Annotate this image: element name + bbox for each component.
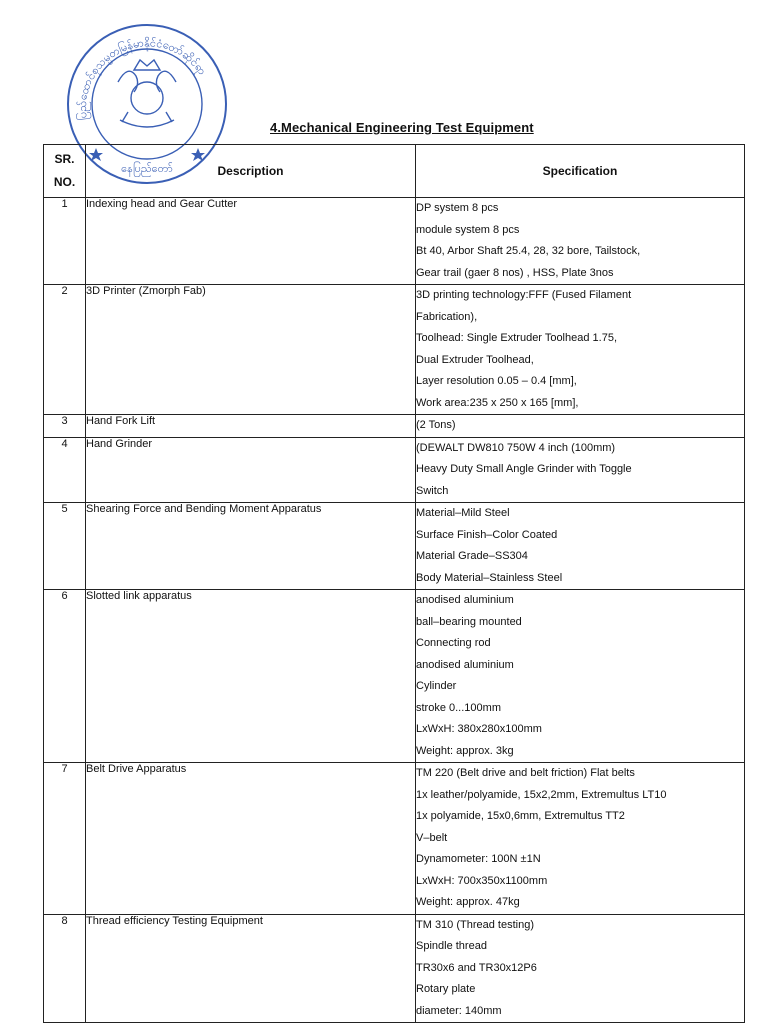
spec-line: LxWxH: 380x280x100mm [416, 723, 542, 735]
spec-line: V–belt [416, 831, 448, 844]
row-specification [416, 437, 745, 503]
row-sr-number: 5 [44, 503, 86, 590]
row-description: Shearing Force and Bending Moment Apparatus [86, 503, 416, 590]
row-sr-number: 7 [44, 763, 86, 915]
spec-line: Material Grade–SS304 [416, 550, 528, 562]
spec-line: (2 Tons) [416, 419, 456, 431]
row-sr-number: 6 [44, 590, 86, 763]
spec-line: Toolhead: Single Extruder Toolhead 1.75, [416, 332, 617, 344]
spec-line: Body Material–Stainless Steel [416, 571, 563, 584]
header-sr-no [44, 145, 86, 198]
spec-line: 3D printing technology:FFF (Fused Filament [416, 289, 632, 301]
spec-line: ball–bearing mounted [416, 615, 522, 628]
table-row [44, 415, 745, 438]
spec-line: Material–Mild Steel [416, 507, 510, 519]
spec-line: 1x polyamide, 15x0,6mm, Extremultus TT2 [416, 810, 625, 822]
spec-line: Bt 40, Arbor Shaft 25.4, 28, 32 bore, Tailstock, [416, 245, 641, 257]
spec-line: stroke 0...100mm [416, 701, 501, 714]
spec-line: Connecting rod [416, 637, 491, 649]
spec-line: Gear trail (gaer 8 nos) , HSS, Plate 3nos [416, 266, 614, 279]
row-description: Hand Fork Lift [86, 415, 416, 438]
spec-line: Spindle thread [416, 940, 487, 952]
spec-line: diameter: 140mm [416, 1004, 502, 1017]
spec-line: Rotary plate [416, 983, 476, 995]
spec-line: DP system 8 pcs [416, 202, 499, 214]
row-description: Hand Grinder [86, 437, 416, 503]
row-specification [416, 503, 745, 590]
table-row [44, 763, 745, 915]
table-row [44, 437, 745, 503]
spec-line: Switch [416, 484, 449, 497]
row-specification [416, 914, 745, 1023]
spec-line: Layer resolution 0.05 – 0.4 [mm], [416, 375, 577, 387]
header-description: Description [86, 145, 416, 198]
row-description: Indexing head and Gear Cutter [86, 198, 416, 285]
spec-line: Work area:235 x 250 x 165 [mm], [416, 396, 579, 409]
header-specification: Specification [416, 145, 745, 198]
table-header-row [44, 145, 745, 198]
equipment-table [43, 144, 745, 1023]
table-row [44, 914, 745, 1023]
spec-line: Dual Extruder Toolhead, [416, 353, 534, 366]
row-description: 3D Printer (Zmorph Fab) [86, 285, 416, 415]
spec-line: Surface Finish–Color Coated [416, 528, 558, 541]
table-row [44, 198, 745, 285]
spec-line: anodised aluminium [416, 594, 514, 606]
row-sr-number: 4 [44, 437, 86, 503]
table-row [44, 285, 745, 415]
spec-line: Fabrication), [416, 310, 478, 323]
header-sr-line2: NO. [53, 175, 76, 189]
spec-line: 1x leather/polyamide, 15x2,2mm, Extremultus LT10 [416, 788, 667, 801]
spec-line: Weight: approx. 3kg [416, 744, 514, 757]
row-description: Thread efficiency Testing Equipment [86, 914, 416, 1023]
row-specification [416, 763, 745, 915]
spec-line: Dynamometer: 100N ±1N [416, 853, 541, 865]
spec-line: Heavy Duty Small Angle Grinder with Toggle [416, 463, 632, 475]
page-title: 4.Mechanical Engineering Test Equipment [270, 120, 534, 135]
row-specification [416, 198, 745, 285]
row-sr-number: 2 [44, 285, 86, 415]
table-body [44, 198, 745, 1023]
spec-line: TM 310 (Thread testing) [416, 918, 534, 931]
row-specification [416, 285, 745, 415]
spec-line: TM 220 (Belt drive and belt friction) Flat belts [416, 767, 635, 779]
row-sr-number: 8 [44, 914, 86, 1023]
spec-line: anodised aluminium [416, 658, 514, 671]
spec-line: Cylinder [416, 680, 457, 692]
seal-ring-text: ပြည်ထောင်စုသမ္မတမြန်မာနိုင်ငံတော်ဆိုင်ရာ [75, 36, 209, 121]
row-specification [416, 590, 745, 763]
spec-line: LxWxH: 700x350x1100mm [416, 874, 548, 887]
table-row [44, 590, 745, 763]
header-sr-line1: SR. [54, 151, 75, 166]
table-row [44, 503, 745, 590]
row-sr-number: 3 [44, 415, 86, 438]
seal-emblem-icon [118, 60, 176, 127]
spec-line: (DEWALT DW810 750W 4 inch (100mm) [416, 441, 616, 454]
row-description: Belt Drive Apparatus [86, 763, 416, 915]
row-description: Slotted link apparatus [86, 590, 416, 763]
seal-bottom-text: နေပြည်တော် [121, 162, 173, 175]
row-sr-number: 1 [44, 198, 86, 285]
spec-line: module system 8 pcs [416, 223, 520, 236]
row-specification [416, 415, 745, 438]
spec-line: Weight: approx. 47kg [416, 896, 520, 908]
spec-line: TR30x6 and TR30x12P6 [416, 961, 537, 974]
